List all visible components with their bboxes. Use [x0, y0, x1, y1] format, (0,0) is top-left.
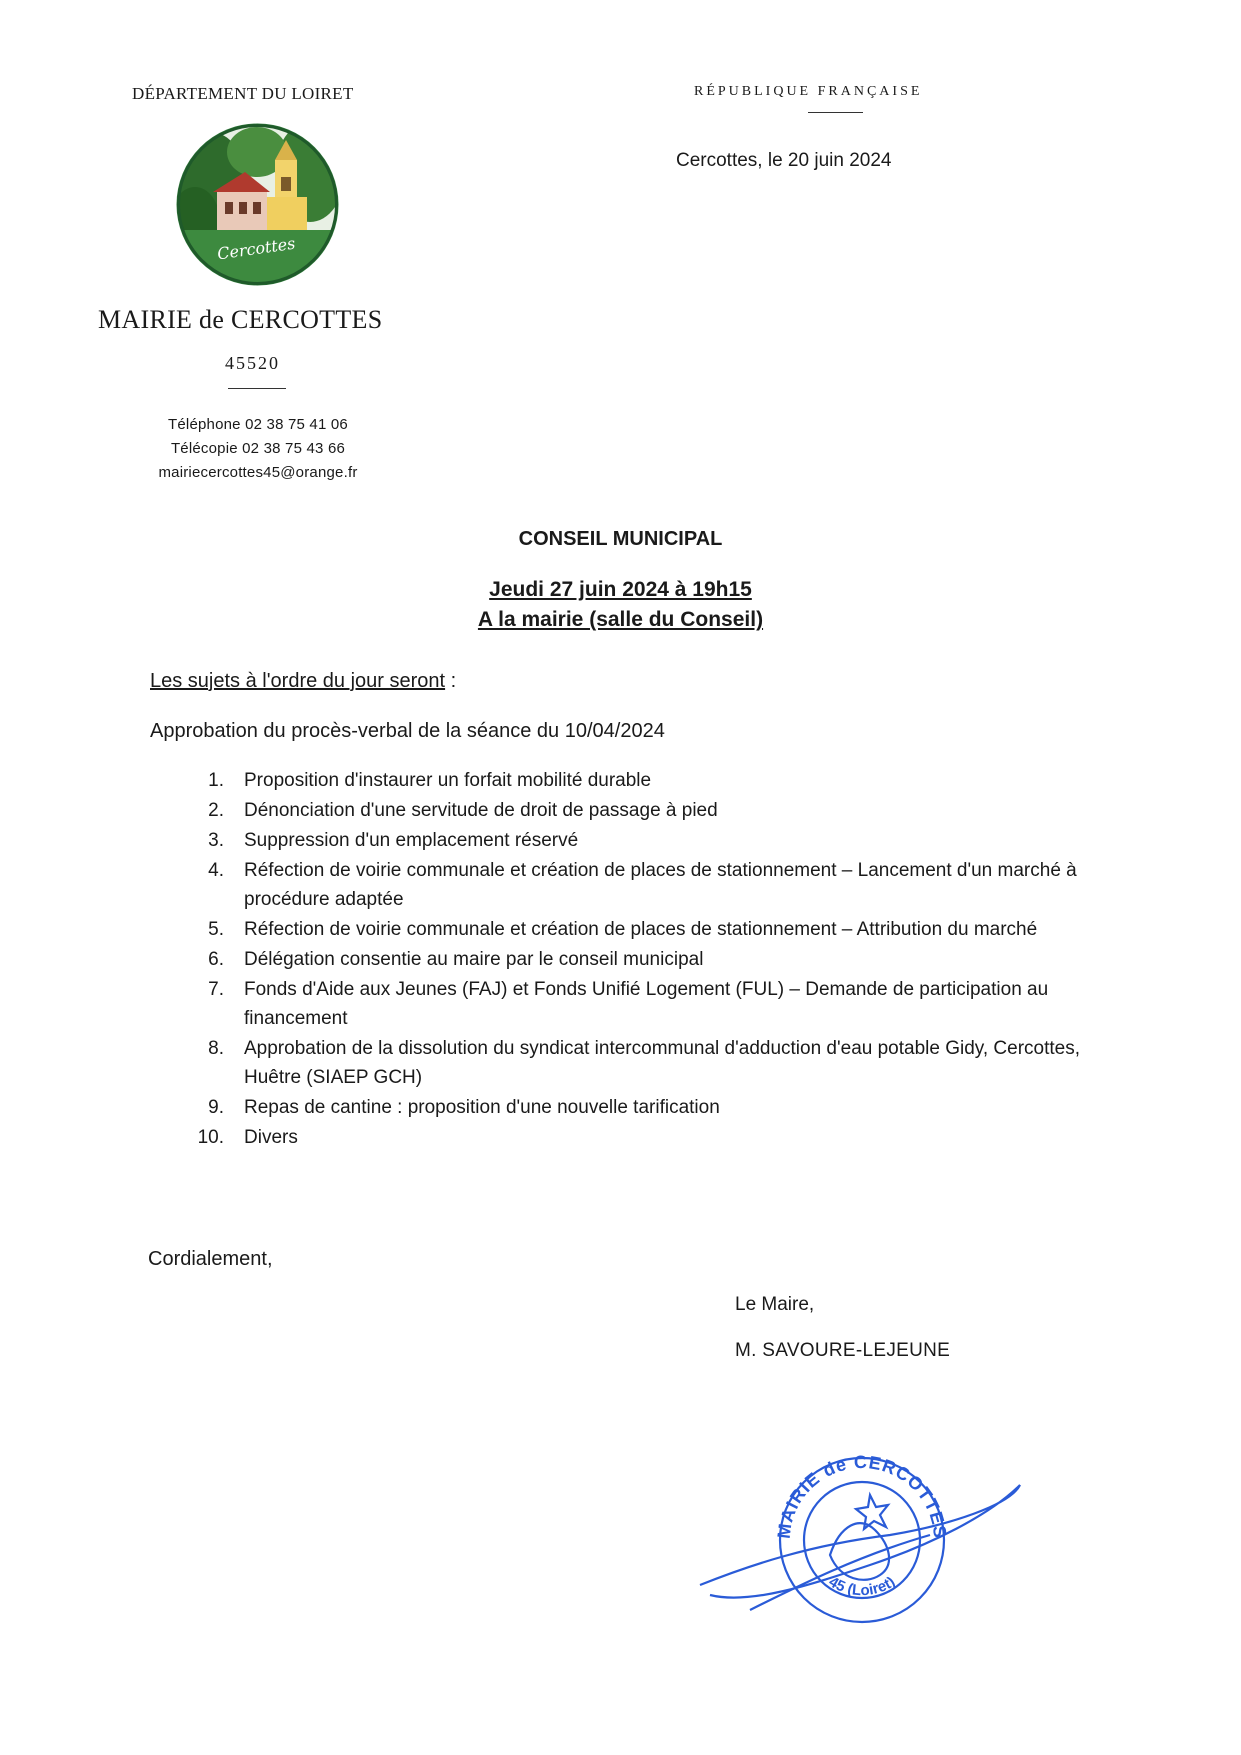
- agenda-item-text: Proposition d'instaurer un forfait mobilité durable: [244, 770, 652, 791]
- agenda-item-text: Fonds d'Aide aux Jeunes (FAJ) et Fonds Unifié Logement (FUL) – Demande de participation au financement: [244, 979, 1049, 1029]
- republique-label: RÉPUBLIQUE FRANÇAISE: [694, 84, 923, 99]
- meeting-date: [0, 578, 1241, 602]
- email-line: mairiecercottes45@orange.fr: [158, 464, 358, 481]
- agenda-item-number: 9.: [208, 1097, 224, 1118]
- agenda-item-text: Divers: [244, 1127, 298, 1148]
- agenda-item-text: Suppression d'un emplacement réservé: [244, 830, 579, 851]
- agenda-item: [180, 766, 1110, 795]
- meeting-place-text: A la mairie (salle du Conseil): [477, 608, 764, 631]
- meeting-date-text: Jeudi 27 juin 2024 à 19h15: [489, 578, 752, 601]
- agenda-item-text: Dénonciation d'une servitude de droit de passage à pied: [244, 800, 718, 821]
- agenda-item-number: 8.: [208, 1038, 224, 1059]
- postcode-divider: [228, 388, 286, 389]
- logo-text: Cercottes: [216, 233, 297, 264]
- agenda-item-number: 7.: [208, 979, 224, 1000]
- official-stamp: [690, 1445, 1030, 1630]
- closing-greeting: Cordialement,: [148, 1248, 273, 1270]
- mairie-title: MAIRIE de CERCOTTES: [98, 305, 383, 334]
- agenda-item-number: 10.: [197, 1127, 224, 1148]
- agenda-approval: Approbation du procès-verbal de la séance du 10/04/2024: [150, 720, 665, 742]
- agenda-item: [180, 1093, 1110, 1122]
- agenda-item-text: Réfection de voirie communale et création de places de stationnement – Attribution du marché: [244, 919, 1038, 940]
- svg-text:45 (Loiret): [826, 1573, 899, 1599]
- agenda-item: [180, 1123, 1110, 1152]
- agenda-item: [180, 945, 1110, 974]
- stamp-text-bottom: 45 (Loiret): [825, 1573, 899, 1600]
- agenda-item-number: 6.: [208, 949, 224, 970]
- agenda-intro: [150, 670, 456, 693]
- telephone-line: Téléphone 02 38 75 41 06: [168, 416, 348, 433]
- meeting-place: [0, 608, 1241, 632]
- agenda-item-number: 3.: [208, 830, 224, 851]
- agenda-item-number: 4.: [208, 860, 224, 881]
- agenda-item: [180, 975, 1110, 1033]
- postcode: 45520: [225, 353, 280, 373]
- maire-title: Le Maire,: [735, 1294, 815, 1315]
- agenda-intro-text: Les sujets à l'ordre du jour seront: [150, 670, 446, 692]
- agenda-item-text: Délégation consentie au maire par le conseil municipal: [244, 949, 704, 970]
- agenda-item-text: Repas de cantine : proposition d'une nouvelle tarification: [244, 1097, 720, 1118]
- agenda-list: [180, 766, 1110, 1153]
- agenda-intro-suffix: :: [445, 670, 457, 692]
- republique-divider: [808, 112, 863, 113]
- letter-date: Cercottes, le 20 juin 2024: [676, 150, 892, 171]
- signature-stroke: [750, 1535, 930, 1610]
- departement-label: DÉPARTEMENT DU LOIRET: [132, 84, 354, 103]
- telecopie-line: Télécopie 02 38 75 43 66: [170, 440, 346, 457]
- agenda-item: [180, 915, 1110, 944]
- stamp-text-top: MAIRIE de CERCOTTES: [773, 1451, 951, 1540]
- svg-text:MAIRIE de CERCOTTES: [774, 1452, 951, 1540]
- agenda-item-number: 1.: [208, 770, 224, 791]
- agenda-item: [180, 796, 1110, 825]
- agenda-item: [180, 856, 1110, 914]
- agenda-item-text: Approbation de la dissolution du syndicat intercommunal d'adduction d'eau potable Gidy, Cercottes, Huêtre (SIAEP GCH): [244, 1038, 1081, 1088]
- agenda-item: [180, 1034, 1110, 1092]
- meeting-title: CONSEIL MUNICIPAL: [518, 528, 723, 550]
- agenda-item: [180, 826, 1110, 855]
- agenda-item-number: 2.: [208, 800, 224, 821]
- agenda-item-number: 5.: [208, 919, 224, 940]
- town-logo: [175, 122, 340, 287]
- maire-name: M. SAVOURE-LEJEUNE: [735, 1340, 951, 1361]
- agenda-item-text: Réfection de voirie communale et création de places de stationnement – Lancement d'un marché à procédure adaptée: [244, 860, 1077, 910]
